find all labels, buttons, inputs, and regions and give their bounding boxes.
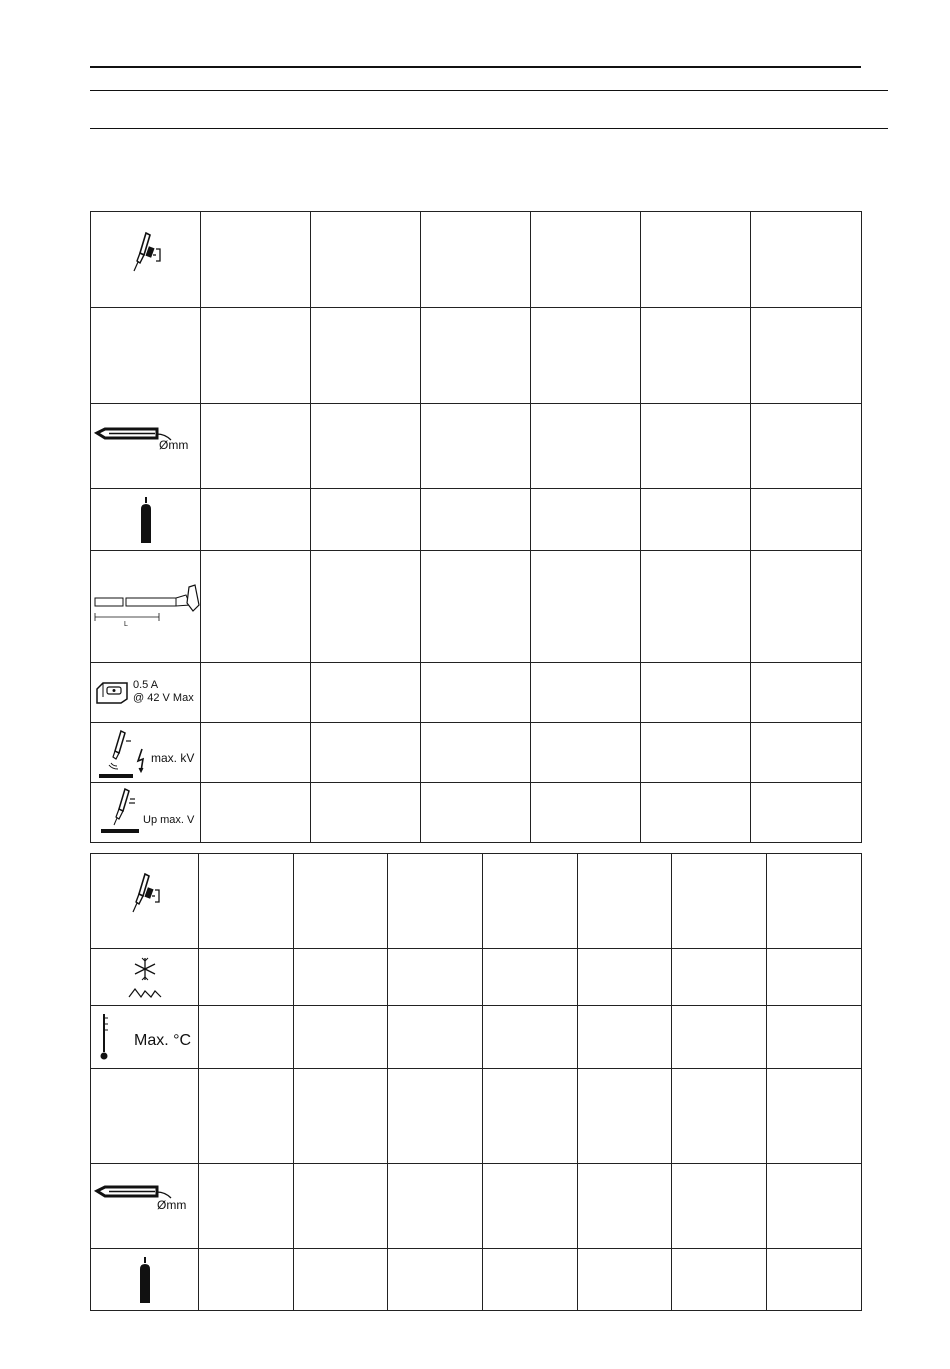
table-cell xyxy=(199,854,294,949)
gas-cylinder-icon xyxy=(138,1255,152,1305)
row-header-cell xyxy=(91,551,201,663)
table-cell xyxy=(199,1069,294,1164)
table-cell xyxy=(751,723,862,783)
table-row xyxy=(91,949,862,1006)
table-cell xyxy=(641,551,751,663)
table-cell xyxy=(751,783,862,843)
table-cell xyxy=(767,1069,862,1164)
table-cell xyxy=(531,663,641,723)
table-cell xyxy=(421,723,531,783)
table-cell xyxy=(199,949,294,1006)
table-cell xyxy=(311,489,421,551)
torch-up-voltage-icon xyxy=(91,783,151,843)
control-voltage-label: @ 42 V Max xyxy=(133,692,194,704)
table-cell xyxy=(388,1164,483,1249)
table-cell xyxy=(388,854,483,949)
table-cell xyxy=(531,404,641,489)
table-cell xyxy=(578,854,672,949)
header-rule-bottom xyxy=(90,128,888,129)
spec-table-1 xyxy=(90,211,862,843)
row-header-cell xyxy=(91,1006,199,1069)
table-cell xyxy=(388,1006,483,1069)
table-row xyxy=(91,723,862,783)
row-header-cell xyxy=(91,1069,199,1164)
row-header-cell xyxy=(91,723,201,783)
table-cell xyxy=(641,783,751,843)
table-row xyxy=(91,783,862,843)
table-cell xyxy=(311,663,421,723)
table-cell xyxy=(483,854,578,949)
table-cell xyxy=(421,663,531,723)
header-rule-middle xyxy=(90,90,888,91)
row-header-cell xyxy=(91,854,199,949)
max-temperature-label: Max. °C xyxy=(134,1032,192,1049)
table-cell xyxy=(199,1006,294,1069)
table-cell xyxy=(311,723,421,783)
table-cell xyxy=(201,783,311,843)
table-cell xyxy=(531,551,641,663)
coolant-icon xyxy=(125,952,165,1002)
row-header-cell xyxy=(91,1164,199,1249)
table-cell xyxy=(294,1006,388,1069)
table-cell xyxy=(421,783,531,843)
table-cell xyxy=(201,663,311,723)
table-cell xyxy=(641,489,751,551)
control-box-icon xyxy=(93,663,133,723)
table-cell xyxy=(421,212,531,308)
table-row xyxy=(91,551,862,663)
table-cell xyxy=(578,949,672,1006)
torch-up-voltage-label: Up max. V xyxy=(143,814,195,826)
table-cell xyxy=(751,663,862,723)
table-cell xyxy=(578,1006,672,1069)
table-cell xyxy=(311,783,421,843)
table-cell xyxy=(578,1069,672,1164)
table-cell xyxy=(483,1069,578,1164)
table-row xyxy=(91,1006,862,1069)
table-row xyxy=(91,308,862,404)
row-header-cell xyxy=(91,783,201,843)
control-current-label: 0.5 A xyxy=(133,679,159,691)
table-cell xyxy=(531,783,641,843)
table-cell xyxy=(483,1006,578,1069)
table-cell xyxy=(672,1249,767,1311)
header-rule-top xyxy=(90,66,861,68)
table-cell xyxy=(751,551,862,663)
table-cell xyxy=(751,308,862,404)
table-cell xyxy=(641,404,751,489)
table-cell xyxy=(751,404,862,489)
table-cell xyxy=(641,308,751,404)
electrode-diameter-label: Ømm xyxy=(157,1198,187,1212)
table-cell xyxy=(311,404,421,489)
table-cell xyxy=(767,1249,862,1311)
row-header-cell xyxy=(91,489,201,551)
table-cell xyxy=(201,308,311,404)
table-cell xyxy=(483,1164,578,1249)
table-cell xyxy=(294,1069,388,1164)
table-cell xyxy=(672,1006,767,1069)
table-cell xyxy=(388,949,483,1006)
table-row xyxy=(91,212,862,308)
row-header-cell xyxy=(91,212,201,308)
table-cell xyxy=(751,212,862,308)
table-cell xyxy=(672,1069,767,1164)
row-header-cell xyxy=(91,308,201,404)
cable-length-icon xyxy=(91,551,201,663)
table-cell xyxy=(672,949,767,1006)
table-cell xyxy=(421,308,531,404)
table-cell xyxy=(199,1164,294,1249)
table-cell xyxy=(294,854,388,949)
spec-table-2 xyxy=(90,853,862,1311)
row-header-cell xyxy=(91,404,201,489)
table-cell xyxy=(199,1249,294,1311)
table-cell xyxy=(421,404,531,489)
table-row xyxy=(91,1069,862,1164)
thermometer-icon xyxy=(97,1010,111,1064)
table-cell xyxy=(641,723,751,783)
table-cell xyxy=(311,212,421,308)
arc-ignition-voltage-label: max. kV xyxy=(151,751,195,765)
cable-length-label: L xyxy=(124,621,128,628)
table-cell xyxy=(201,489,311,551)
torch-icon xyxy=(125,870,165,918)
table-cell xyxy=(767,949,862,1006)
table-row xyxy=(91,1249,862,1311)
table-row xyxy=(91,663,862,723)
table-cell xyxy=(578,1249,672,1311)
table-cell xyxy=(767,854,862,949)
table-cell xyxy=(311,551,421,663)
table-cell xyxy=(672,854,767,949)
gas-cylinder-icon xyxy=(139,495,153,545)
table-cell xyxy=(388,1069,483,1164)
table-cell xyxy=(421,551,531,663)
table-cell xyxy=(578,1164,672,1249)
table-row xyxy=(91,1164,862,1249)
table-cell xyxy=(483,1249,578,1311)
table-cell xyxy=(201,551,311,663)
table-cell xyxy=(388,1249,483,1311)
table-cell xyxy=(201,723,311,783)
table-cell xyxy=(294,1164,388,1249)
table-cell xyxy=(751,489,862,551)
row-header-cell xyxy=(91,663,201,723)
arc-ignition-voltage-icon xyxy=(91,723,151,783)
table-cell xyxy=(767,1006,862,1069)
table-cell xyxy=(201,212,311,308)
table-cell xyxy=(641,663,751,723)
table-cell xyxy=(201,404,311,489)
table-cell xyxy=(421,489,531,551)
table-row xyxy=(91,404,862,489)
table-cell xyxy=(294,1249,388,1311)
table-cell xyxy=(672,1164,767,1249)
table-cell xyxy=(531,212,641,308)
table-cell xyxy=(641,212,751,308)
row-header-cell xyxy=(91,949,199,1006)
table-cell xyxy=(531,723,641,783)
table-cell xyxy=(531,308,641,404)
row-header-cell xyxy=(91,1249,199,1311)
table-cell xyxy=(294,949,388,1006)
torch-icon xyxy=(126,229,166,277)
table-cell xyxy=(767,1164,862,1249)
table-cell xyxy=(483,949,578,1006)
table-row xyxy=(91,489,862,551)
table-cell xyxy=(531,489,641,551)
table-row xyxy=(91,854,862,949)
table-cell xyxy=(311,308,421,404)
electrode-diameter-label: Ømm xyxy=(159,438,189,452)
